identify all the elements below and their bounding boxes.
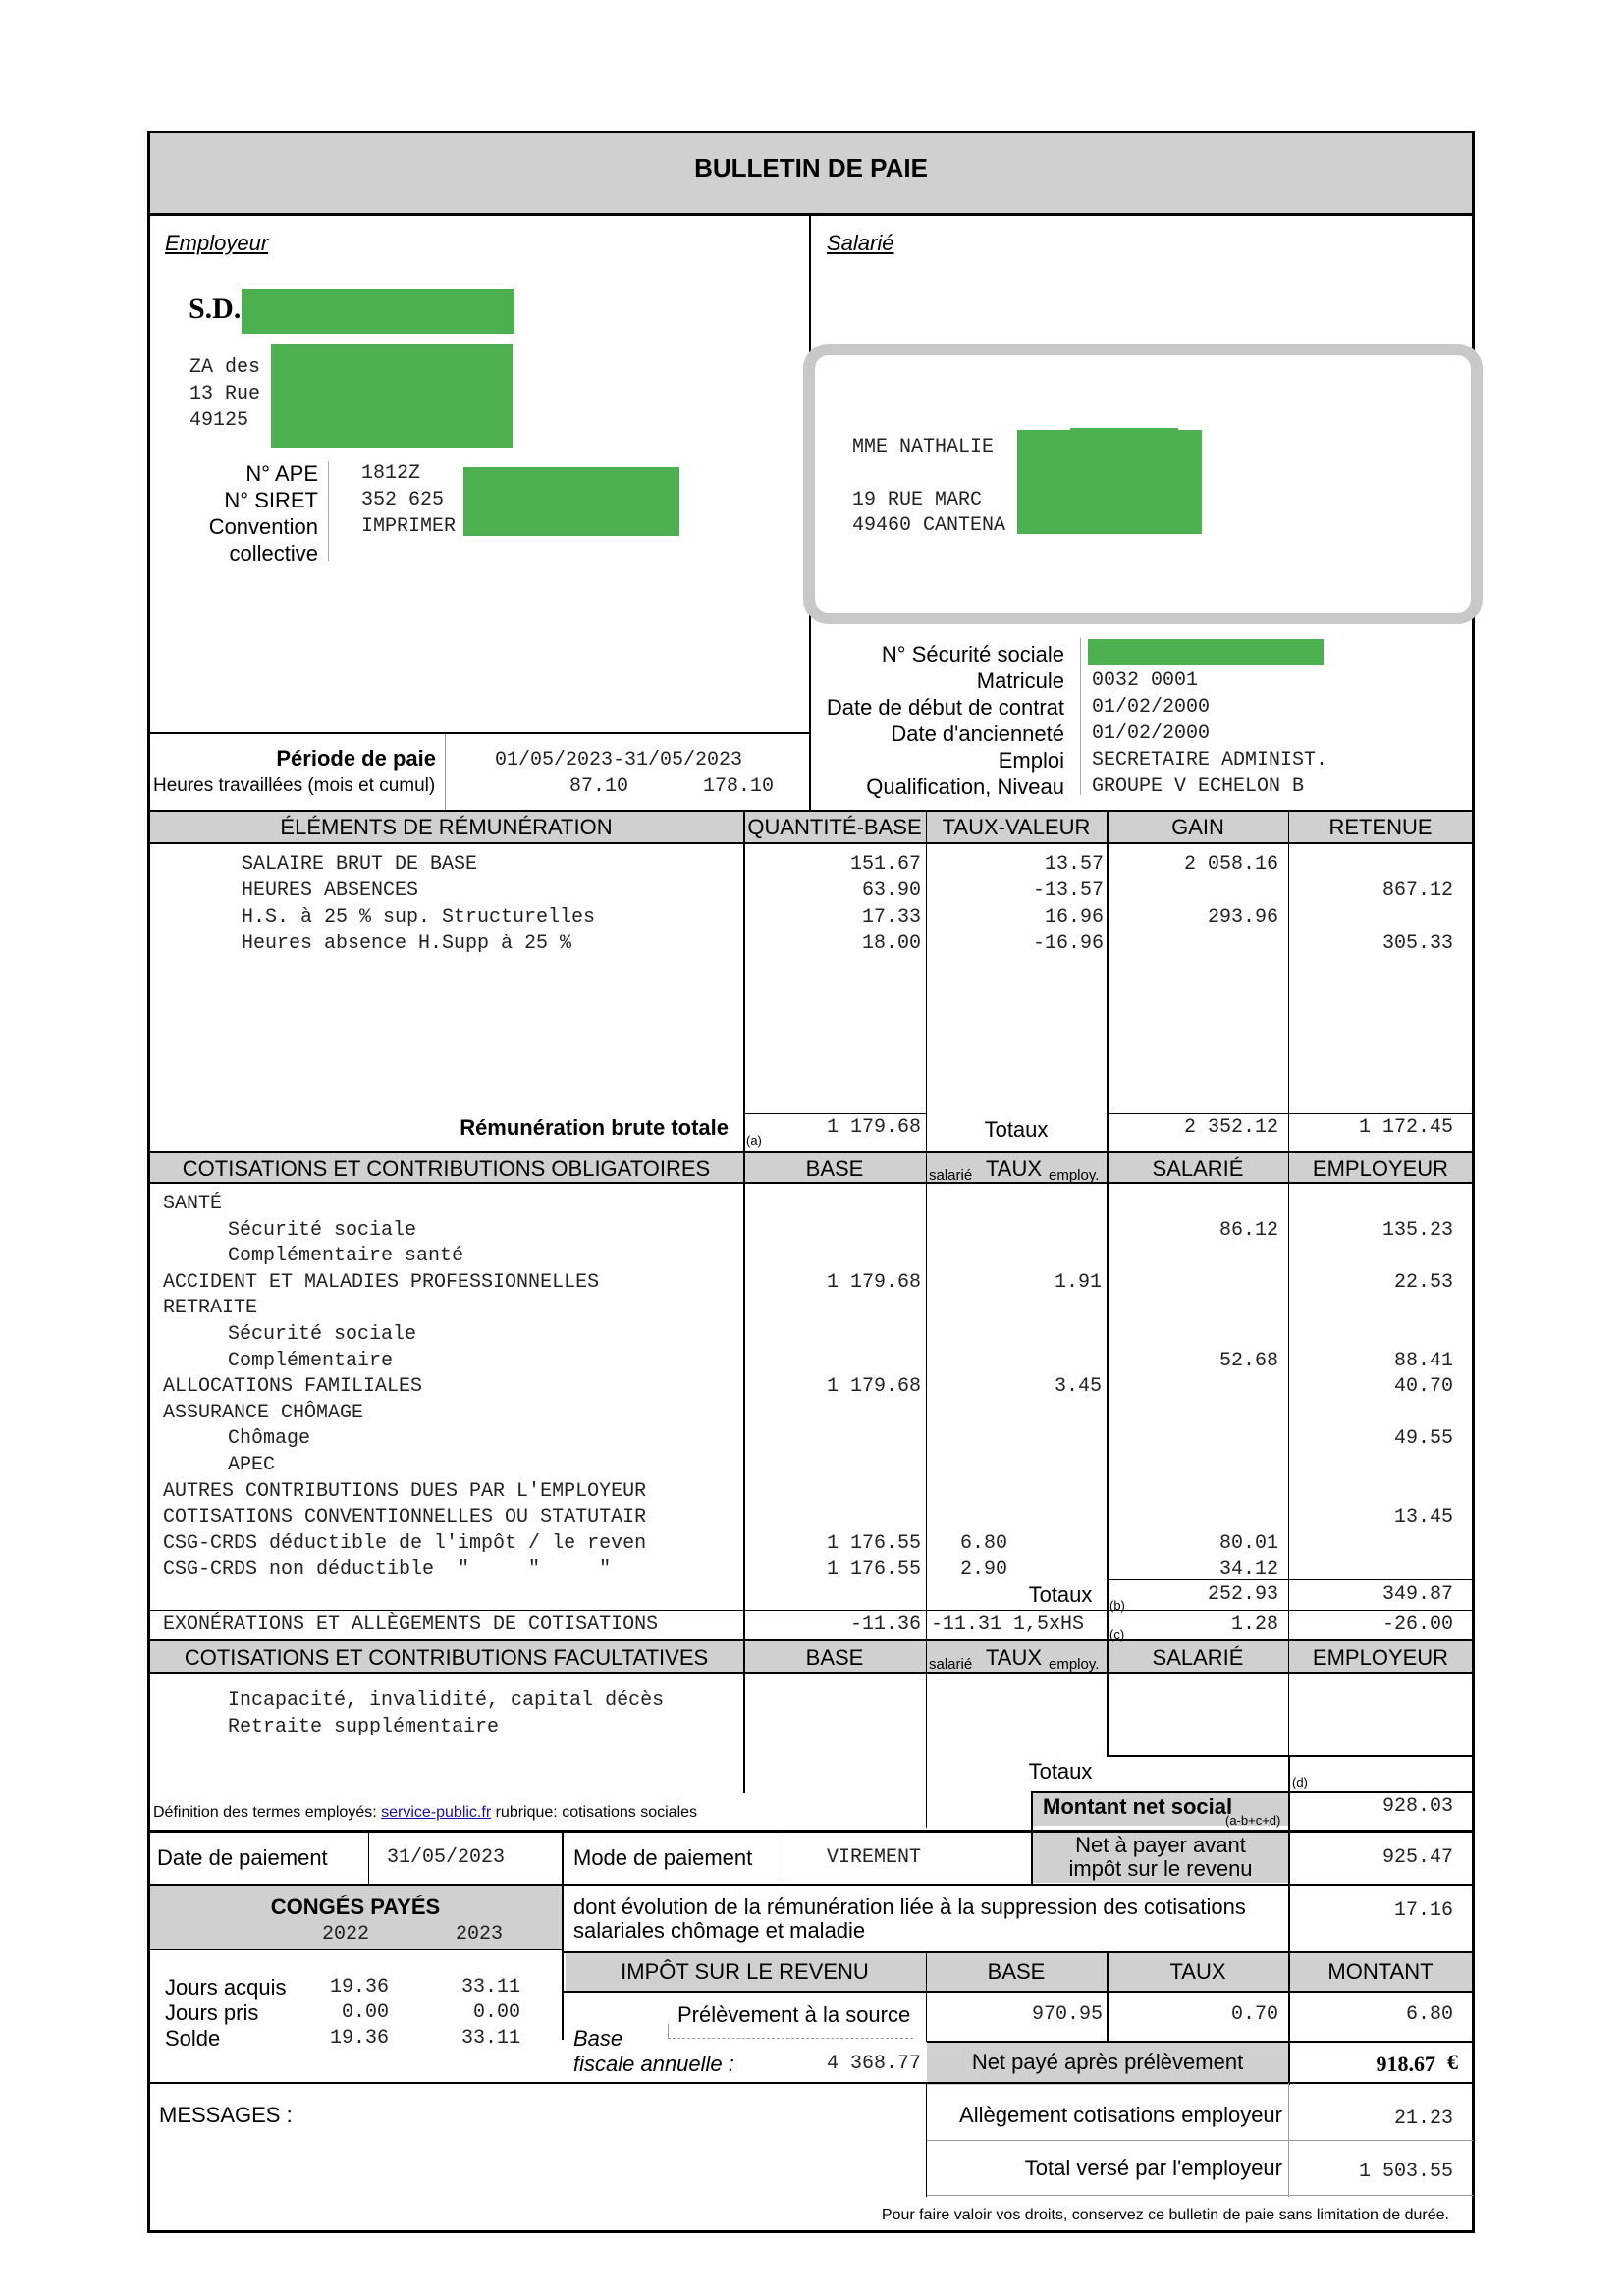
emploi-label: Emploi — [998, 748, 1064, 773]
cot-totaux-mark: (b) — [1109, 1598, 1125, 1613]
cot-header-taux-employeur: employ. — [1049, 1167, 1100, 1184]
cot-row-label: ASSURANCE CHÔMAGE — [163, 1402, 364, 1424]
fac-header-label: COTISATIONS ET CONTRIBUTIONS FACULTATIVES — [184, 1645, 709, 1670]
qualification-label: Qualification, Niveau — [866, 774, 1064, 799]
conges-acquis-2: 33.11 — [460, 1976, 520, 1999]
cot-row-employeur: 49.55 — [1393, 1427, 1453, 1450]
employer-name: S.D. — [189, 293, 242, 325]
cot-row-base: 1 176.55 — [826, 1558, 921, 1580]
hours-month: 87.10 — [568, 775, 628, 798]
cot-header-salarie: SALARIÉ — [1152, 1156, 1244, 1181]
cot-total-salarie: 252.93 — [1207, 1583, 1278, 1606]
rem-row-qty: 151.67 — [849, 853, 921, 876]
total-verse-value: 1 503.55 — [1358, 2161, 1453, 2183]
employer-address-1: ZA des — [189, 356, 261, 379]
fac-header-base: BASE — [805, 1645, 864, 1670]
impot-taux: 0.70 — [1230, 2003, 1278, 2026]
exo-employeur: -26.00 — [1381, 1613, 1453, 1635]
net-social-mark: (a-b+c+d) — [1225, 1813, 1281, 1828]
service-public-link[interactable]: service-public.fr — [381, 1804, 492, 1821]
period-label: Période de paie — [276, 746, 436, 771]
fac-header-employeur: EMPLOYEUR — [1312, 1645, 1449, 1670]
rem-row-label: HEURES ABSENCES — [242, 880, 419, 902]
currency-symbol: € — [1447, 2050, 1458, 2074]
cot-total-employeur: 349.87 — [1381, 1583, 1453, 1606]
conges-label-solde: Solde — [165, 2026, 221, 2051]
fac-row-1: Incapacité, invalidité, capital décès — [228, 1689, 665, 1712]
cot-row-label: CSG-CRDS non déductible " " " — [163, 1558, 612, 1580]
qualification-value: GROUPE V ECHELON B — [1092, 775, 1305, 798]
cot-row-label: Sécurité sociale — [228, 1323, 417, 1346]
cot-row-label: CSG-CRDS déductible de l'impôt / le reven — [163, 1532, 647, 1555]
cot-row-employeur: 13.45 — [1393, 1506, 1453, 1528]
rem-row-label: SALAIRE BRUT DE BASE — [242, 853, 478, 876]
evolution-text-2: salariales chômage et maladie — [573, 1918, 866, 1943]
rem-total-label: Rémunération brute totale — [460, 1115, 729, 1140]
base-fiscale-value: 4 368.77 — [826, 2053, 921, 2075]
cot-row-label: RETRAITE — [163, 1297, 258, 1319]
page-title: BULLETIN DE PAIE — [694, 153, 928, 183]
contract-start-value: 01/02/2000 — [1092, 696, 1211, 719]
siret-value: 352 625 — [361, 489, 445, 511]
conges-solde-1: 19.36 — [329, 2027, 389, 2050]
net-avant-label-1: Net à payer avant — [1075, 1833, 1246, 1857]
allegement-label: Allègement cotisations employeur — [959, 2103, 1282, 2127]
redaction — [1088, 639, 1324, 665]
cot-row-label: Sécurité sociale — [228, 1219, 417, 1242]
rem-total-value: 1 179.68 — [826, 1116, 921, 1139]
rem-total-gain: 2 352.12 — [1183, 1116, 1278, 1139]
employee-address-1: 19 RUE MARC — [852, 489, 983, 511]
cot-row-label: SANTÉ — [163, 1193, 223, 1215]
cot-row-taux-s: 2.90 — [959, 1558, 1007, 1580]
rem-row-rate: -13.57 — [1032, 880, 1104, 902]
rem-header-retenue: RETENUE — [1328, 815, 1433, 839]
exo-base: -11.36 — [849, 1613, 921, 1635]
seniority-value: 01/02/2000 — [1092, 722, 1211, 745]
net-avant-label-2: impôt sur le revenu — [1068, 1856, 1253, 1881]
rem-row-qty: 17.33 — [861, 906, 921, 929]
fac-row-2: Retraite supplémentaire — [228, 1716, 500, 1738]
net-social-value: 928.03 — [1381, 1795, 1453, 1818]
cot-header-taux-salarie: salarié — [929, 1167, 973, 1184]
cot-header-base: BASE — [805, 1156, 864, 1181]
rem-row-retenue: 305.33 — [1381, 933, 1453, 955]
conges-label-acquis: Jours acquis — [165, 1975, 287, 2000]
redaction — [1070, 428, 1178, 438]
cot-row-label: COTISATIONS CONVENTIONNELLES OU STATUTAIR — [163, 1506, 647, 1528]
exo-taux: -11.31 1,5xHS — [931, 1613, 1085, 1635]
cot-row-salarie: 86.12 — [1218, 1219, 1278, 1242]
net-paye-label: Net payé après prélèvement — [971, 2050, 1244, 2074]
payment-date-value: 31/05/2023 — [387, 1846, 506, 1869]
cot-header-label: COTISATIONS ET CONTRIBUTIONS OBLIGATOIRES — [182, 1156, 711, 1181]
conservation-notice: Pour faire valoir vos droits, conservez ce bulletin de paie sans limitation de durée. — [881, 2207, 1449, 2223]
rem-header-qty: QUANTITÉ-BASE — [747, 815, 922, 839]
exo-salarie: 1.28 — [1230, 1613, 1278, 1635]
convention-label: Convention — [208, 514, 318, 539]
employee-address-2: 49460 CANTENA — [852, 514, 1006, 537]
rem-row-label: H.S. à 25 % sup. Structurelles — [242, 906, 596, 929]
conges-year-1: 2022 — [322, 1923, 370, 1946]
cot-header-employeur: EMPLOYEUR — [1312, 1156, 1449, 1181]
rem-row-rate: 13.57 — [1044, 853, 1104, 876]
employer-address-3: 49125 — [189, 409, 249, 432]
rem-total-mark: (a) — [746, 1133, 762, 1148]
fac-header-taux-employeur: employ. — [1049, 1656, 1100, 1673]
cot-row-base: 1 179.68 — [826, 1271, 921, 1294]
cot-row-label: ALLOCATIONS FAMILIALES — [163, 1375, 423, 1398]
evolution-text-1: dont évolution de la rémunération liée à la suppression des cotisations — [573, 1895, 1246, 1919]
employee-name: MME NATHALIE — [852, 436, 995, 458]
rem-total-retenue: 1 172.45 — [1358, 1116, 1453, 1139]
siret-label: N° SIRET — [224, 488, 318, 512]
net-avant-value: 925.47 — [1381, 1846, 1453, 1869]
prelevement-label: Prélèvement à la source — [677, 2002, 911, 2027]
fac-totaux-label: Totaux — [1028, 1759, 1093, 1784]
cot-header-taux: TAUX — [986, 1156, 1043, 1181]
impot-header-label: IMPÔT SUR LE REVENU — [621, 1959, 869, 1984]
fac-totaux-mark: (d) — [1292, 1775, 1308, 1789]
convention-value: IMPRIMER — [361, 515, 457, 538]
impot-base: 970.95 — [1031, 2003, 1103, 2026]
messages-label: MESSAGES : — [159, 2103, 293, 2127]
employee-heading: Salarié — [827, 231, 894, 255]
definition-text: Définition des termes employés: — [153, 1804, 377, 1821]
ape-label: N° APE — [245, 461, 318, 486]
allegement-value: 21.23 — [1393, 2108, 1453, 2130]
rem-row-qty: 18.00 — [861, 933, 921, 955]
evolution-value: 17.16 — [1393, 1899, 1453, 1922]
rem-row-rate: 16.96 — [1044, 906, 1104, 929]
cot-row-taux-s: 6.80 — [959, 1532, 1007, 1555]
rem-header-gain: GAIN — [1171, 815, 1224, 839]
cot-row-base: 1 176.55 — [826, 1532, 921, 1555]
cot-row-salarie: 80.01 — [1218, 1532, 1278, 1555]
hours-cumul: 178.10 — [702, 775, 774, 798]
rem-row-label: Heures absence H.Supp à 25 % — [242, 933, 572, 955]
contract-start-label: Date de début de contrat — [826, 695, 1064, 720]
cot-row-label: ACCIDENT ET MALADIES PROFESSIONNELLES — [163, 1271, 600, 1294]
exo-label: EXONÉRATIONS ET ALLÈGEMENTS DE COTISATIONS — [163, 1613, 659, 1635]
definition-line — [153, 1804, 697, 1822]
impot-header-taux: TAUX — [1169, 1959, 1226, 1984]
cot-totaux-label: Totaux — [1028, 1582, 1093, 1607]
conges-acquis-1: 19.36 — [329, 1976, 389, 1999]
net-social-label: Montant net social — [1043, 1794, 1233, 1819]
payment-date-label: Date de paiement — [157, 1845, 328, 1870]
seniority-label: Date d'ancienneté — [891, 721, 1064, 746]
conges-pris-2: 0.00 — [472, 2002, 520, 2024]
exo-mark: (c) — [1109, 1628, 1125, 1642]
redaction — [271, 344, 513, 448]
rem-row-gain: 293.96 — [1207, 906, 1278, 929]
cot-row-label: Complémentaire santé — [228, 1245, 464, 1267]
impot-montant: 6.80 — [1405, 2003, 1453, 2026]
rem-row-qty: 63.90 — [861, 880, 921, 902]
redaction — [1017, 430, 1202, 534]
cot-row-label: Complémentaire — [228, 1350, 394, 1372]
fac-header-taux: TAUX — [986, 1645, 1043, 1670]
rem-header-rate: TAUX-VALEUR — [942, 815, 1091, 839]
conges-solde-2: 33.11 — [460, 2027, 520, 2050]
redaction — [242, 289, 514, 334]
cot-row-salarie: 34.12 — [1218, 1558, 1278, 1580]
rem-header-elements: ÉLÉMENTS DE RÉMUNÉRATION — [280, 815, 613, 839]
rem-totaux-label: Totaux — [984, 1117, 1049, 1142]
impot-header-montant: MONTANT — [1327, 1959, 1434, 1984]
base-fiscale-label-1: Base — [573, 2026, 623, 2051]
conges-year-2: 2023 — [456, 1923, 504, 1946]
employer-heading: Employeur — [165, 231, 269, 255]
cot-row-label: AUTRES CONTRIBUTIONS DUES PAR L'EMPLOYEUR — [163, 1480, 647, 1503]
cot-row-label: Chômage — [228, 1427, 311, 1450]
matricule-label: Matricule — [976, 668, 1064, 693]
period-value: 01/05/2023-31/05/2023 — [495, 749, 743, 772]
cot-row-employeur: 40.70 — [1393, 1375, 1453, 1398]
redaction — [463, 467, 679, 536]
cot-row-taux-e: 3.45 — [1054, 1375, 1102, 1398]
ss-label: N° Sécurité sociale — [881, 642, 1064, 667]
cot-row-base: 1 179.68 — [826, 1375, 921, 1398]
convention-label-2: collective — [229, 541, 318, 565]
fac-header-salarie: SALARIÉ — [1152, 1645, 1244, 1670]
cot-row-employeur: 88.41 — [1393, 1350, 1453, 1372]
payment-mode-label: Mode de paiement — [573, 1845, 753, 1870]
conges-title: CONGÉS PAYÉS — [270, 1895, 441, 1919]
cot-row-label: APEC — [228, 1454, 276, 1476]
cot-row-employeur: 22.53 — [1393, 1271, 1453, 1294]
net-paye-value: 918.67 — [1376, 2052, 1435, 2076]
base-fiscale-label-2: fiscale annuelle : — [573, 2052, 734, 2076]
total-verse-label: Total versé par l'employeur — [1024, 2156, 1282, 2180]
cot-row-taux-e: 1.91 — [1054, 1271, 1102, 1294]
fac-header-taux-salarie: salarié — [929, 1656, 973, 1673]
conges-pris-1: 0.00 — [341, 2002, 389, 2024]
emploi-value: SECRETAIRE ADMINIST. — [1092, 749, 1328, 772]
conges-label-pris: Jours pris — [165, 2001, 259, 2025]
employer-address-2: 13 Rue — [189, 383, 261, 405]
impot-header-base: BASE — [987, 1959, 1046, 1984]
rem-row-gain: 2 058.16 — [1183, 853, 1278, 876]
ape-value: 1812Z — [361, 462, 421, 485]
payment-mode-value: VIREMENT — [827, 1846, 922, 1869]
cot-row-employeur: 135.23 — [1381, 1219, 1453, 1242]
rem-row-retenue: 867.12 — [1381, 880, 1453, 902]
definition-rest: rubrique: cotisations sociales — [495, 1804, 698, 1821]
cot-row-salarie: 52.68 — [1218, 1350, 1278, 1372]
rem-row-rate: -16.96 — [1032, 933, 1104, 955]
hours-label: Heures travaillées (mois et cumul) — [153, 775, 436, 796]
matricule-value: 0032 0001 — [1092, 669, 1199, 692]
